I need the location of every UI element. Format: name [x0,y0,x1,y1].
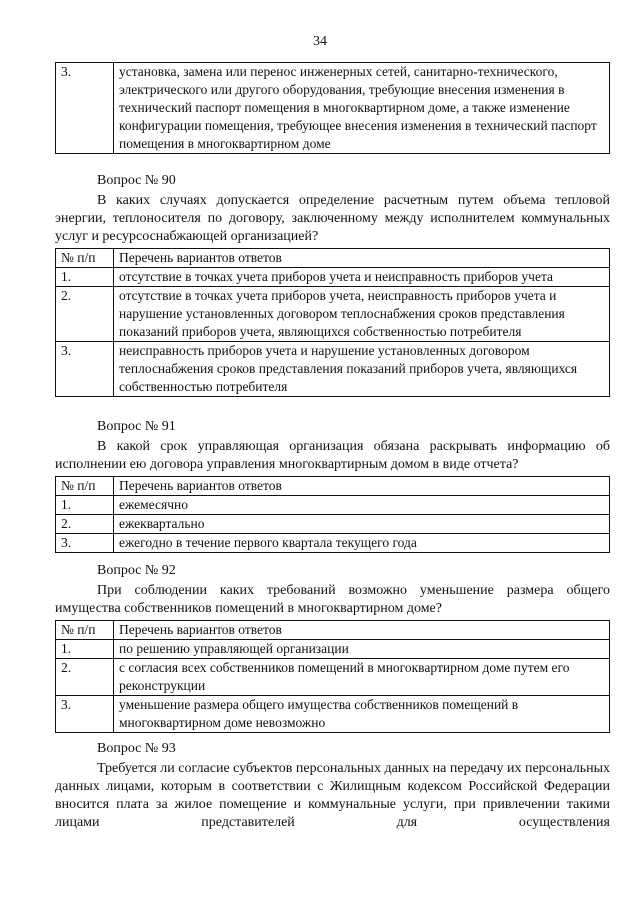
question-text: Требуется ли согласие субъектов персональных данных на передачу их персональных данных лицами, которым в соответствии с Жилищным кодексом Российской Федерации вносится плата за жилое помещение и коммунальные услуги, при привлечении такими лицами представителей для осуществления [55,761,610,830]
option-number: 3. [56,342,114,397]
option-number: 2. [56,287,114,342]
option-text: отсутствие в точках учета приборов учета, неисправность приборов учета и нарушение установленных договором теплоснабжения сроков представления показаний приборов учета, являющихся собственностью потребителя [114,287,610,342]
option-text: неисправность приборов учета и нарушение установленных договором теплоснабжения сроков представления показаний приборов учета, являющихся собственностью потребителя [114,342,610,397]
continued-answers-table [55,62,610,154]
option-text: ежемесячно [114,496,610,515]
table-row [56,496,610,515]
table-row [56,63,610,154]
answers-table [55,620,610,733]
option-text: установка, замена или перенос инженерных сетей, санитарно-технического, электрического или другого оборудования, требующие внесения изменения в технический паспорт помещения в многоквартирном доме, а также изменение конфигурации помещения, требующее внесения изменения в технический паспорт помещения в многоквартирном доме [114,63,610,154]
option-text: по решению управляющей организации [114,640,610,659]
column-header-options: Перечень вариантов ответов [114,477,610,496]
table-row [56,342,610,397]
table-row [56,287,610,342]
option-number: 1. [56,640,114,659]
table-row [56,534,610,553]
answers-table [55,476,610,553]
column-header-number: № п/п [56,621,114,640]
option-number: 1. [56,268,114,287]
table-row [56,696,610,733]
table-row [56,659,610,696]
option-number: 3. [56,696,114,733]
option-text: с согласия всех собственников помещений в многоквартирном доме путем его реконструкции [114,659,610,696]
option-number: 3. [56,534,114,553]
option-number: 2. [56,659,114,696]
option-number: 2. [56,515,114,534]
question-title: Вопрос № 90 [97,173,176,188]
answers-table [55,248,610,397]
option-text: ежеквартально [114,515,610,534]
table-header-row [56,477,610,496]
column-header-options: Перечень вариантов ответов [114,621,610,640]
page-number: 34 [313,34,327,49]
table-header-row [56,621,610,640]
question-text: В какой срок управляющая организация обязана раскрывать информацию об исполнении ею договора управления многоквартирным домом в виде отчета? [55,439,610,472]
option-number: 1. [56,496,114,515]
question-title: Вопрос № 93 [97,741,176,756]
question-title: Вопрос № 91 [97,419,176,434]
question-93 [55,740,610,834]
option-text: уменьшение размера общего имущества собственников помещений в многоквартирном доме невозможно [114,696,610,733]
table-row [56,268,610,287]
table-row [56,515,610,534]
option-text: ежегодно в течение первого квартала текущего года [114,534,610,553]
column-header-number: № п/п [56,477,114,496]
question-91 [55,418,610,553]
question-92 [55,562,610,733]
table-row [56,640,610,659]
question-title: Вопрос № 92 [97,563,176,578]
question-text: При соблюдении каких требований возможно уменьшение размера общего имущества собственников помещений в многоквартирном доме? [55,583,610,616]
question-text: В каких случаях допускается определение расчетным путем объема тепловой энергии, теплоносителя по договору, заключенному между исполнителем коммунальных услуг и ресурсоснабжающей организацией? [55,193,610,244]
option-number: 3. [56,63,114,154]
option-text: отсутствие в точках учета приборов учета и неисправность приборов учета [114,268,610,287]
question-90 [55,172,610,397]
column-header-number: № п/п [56,249,114,268]
table-header-row [56,249,610,268]
column-header-options: Перечень вариантов ответов [114,249,610,268]
